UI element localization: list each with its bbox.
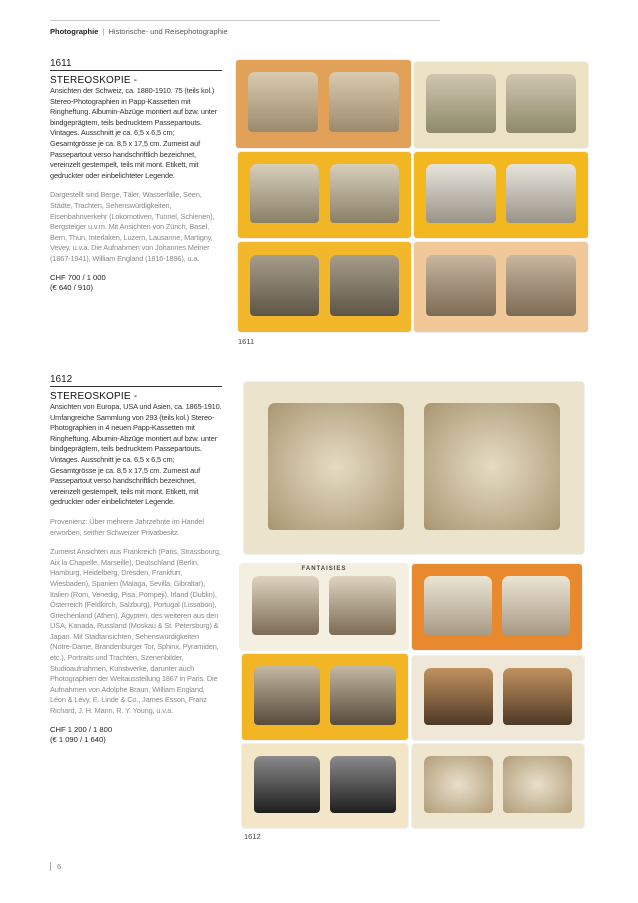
stereo-card — [414, 242, 588, 332]
stereo-card — [412, 564, 582, 650]
lot-number: 1611 — [50, 58, 222, 71]
photo-caption-1611: 1611 — [238, 337, 255, 346]
lot-note: Zumeist Ansichten aus Frankreich (Paris, Strassbourg, Aix la Chapelle, Marseille), Deutschland (Berlin, Hamburg, Heidelberg, Dresden, Frankfurt, Wiesbaden), Spanien (Malaga, Sevilla, Gibraltar), Italien (Rom, Venedig, Pisa, Pompeji), Irland (Dublin), Österreich (Feldkirch, Salzburg), Portugal (Lissabon), Griechenland (Athen), Ägypten, des weiteren aus den USA, Kanada, Russland (Moskau & St. Petersburg) & Japan. Mit Stadtansichten, Sehenswürdigkeiten (Notre-Dame, Brandenburger Tor, Sphinx, Pyramiden, etc.), Portraits und Trachten, Szenenbilder, Studioaufnahmen, Kunstwerke, darunter auch Photographien der Weltausstellung 1867 in Paris. Die Aufnahmen von Adolphe Braun, William England, Léon & Lévy, E. Linde & Co., James Esson, Franz Richard, J. H. Mann, R. Y. Young, u.v.a. — [50, 547, 221, 716]
lot-1611-photo — [236, 60, 588, 332]
lot-number: 1612 — [50, 374, 222, 387]
price-chf: CHF 1 200 / 1 800 — [50, 724, 113, 734]
header-subtitle: Historische- und Reisephotographie — [108, 27, 228, 36]
lot-price — [50, 273, 222, 294]
lot-provenance: Provenienz: Über mehrere Jahrzehnte im Handel erworben, seither Schweizer Privatbesitz. — [50, 516, 204, 537]
lot-description: Ansichten von Europa, USA und Asien, ca. 1865-1910. Umfangreiche Sammlung von 293 (teils kol.) Stereo-Photographien in 4 neuen Papp-Kassetten mit Ringheftung. Albumin-Abzüge montiert auf bzw. unter bindgeprägtem, teils bedrucktem Passepartouts. Vintages. Ausschnitt je ca. 6,5 x 6,5 cm; Gesamtgrösse je ca. 8,5 x 17,5 cm. Zumeist auf Passepartout verso handschriftlich bezeichnet, vereinzelt gestempelt, teils mit mont. Etikett, mit gedruckter oder einbelichteter Legende. — [50, 402, 222, 507]
price-chf: CHF 700 / 1 000 — [50, 272, 106, 282]
stereo-card — [242, 654, 408, 740]
stereo-card — [236, 60, 411, 148]
stereo-card — [238, 242, 411, 332]
lot-price — [50, 725, 222, 746]
lot-title: STEREOSKOPIE - — [50, 391, 222, 402]
stereo-card-large — [244, 382, 584, 554]
stereo-card — [414, 62, 588, 148]
lot-note: Dargestellt sind Berge, Täler, Wasserfälle, Seen, Städte, Trachten, Sehenswürdigkeiten, Eisenbahnverkehr (Lokomotiven, Tunnel, Schienen), Bergsteiger u.v.m. Mit Ansichten von Zürich, Basel, Bern, Thun, Interlaken, Luzern, Lausanne, Martigny, Vevey, u.v.a. Die Aufnahmen von Johannes Meiner (1867-1941), William England (1816-1896), u.a. — [50, 190, 215, 263]
card-label: FANTAISIES — [301, 566, 347, 572]
lot-title: STEREOSKOPIE - — [50, 75, 222, 86]
photo-caption-1612: 1612 — [244, 832, 261, 841]
lot-1612-text — [50, 374, 222, 746]
page-number: 6 — [50, 862, 61, 871]
stereo-card — [240, 564, 408, 650]
stereo-card — [238, 152, 411, 238]
lot-1611-text — [50, 58, 222, 294]
stereo-card — [242, 744, 408, 828]
top-rule — [50, 20, 440, 21]
lot-description: Ansichten der Schweiz, ca. 1880-1910. 75 (teils kol.) Stereo-Photographien in Papp-Kassetten mit Ringheftung. Albumin-Abzüge montiert auf bzw. unter bindgeprägtem, teils bedrucktem Passepartouts. Vintages. Ausschnitt je ca. 6,5 x 6,5 cm; Gesamtgrösse je ca. 8,5 x 17,5 cm. Zumeist auf Passepartout verso handschriftlich bezeichnet, vereinzelt gestempelt, teils mit mont. Etikett, mit gedruckter oder einbelichteter Legende. — [50, 86, 217, 180]
price-eur: (€ 640 / 910) — [50, 283, 94, 293]
stereo-card — [414, 152, 588, 238]
lot-1612-photo — [240, 382, 588, 828]
header-section: Photographie — [50, 27, 99, 36]
running-header — [50, 27, 228, 36]
price-eur: (€ 1 090 / 1 640) — [50, 735, 106, 745]
stereo-card — [412, 744, 584, 828]
header-separator: | — [102, 27, 105, 36]
stereo-card — [412, 656, 584, 740]
